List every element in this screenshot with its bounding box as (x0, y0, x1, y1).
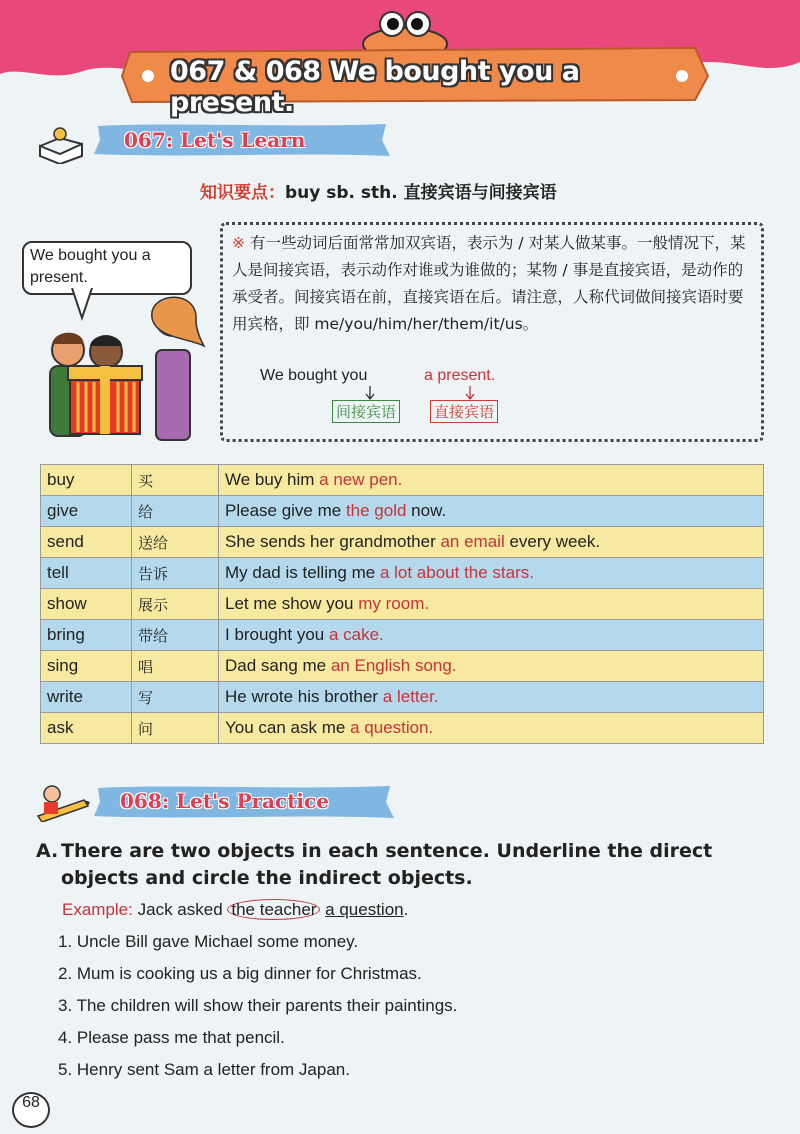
vocab-translation: 告诉 (132, 558, 219, 589)
indirect-object-tag: 间接宾语 (332, 400, 400, 423)
example-text: I brought you (225, 625, 329, 644)
vocab-word: tell (41, 558, 132, 589)
vocab-row (41, 713, 764, 744)
vocab-row (41, 682, 764, 713)
vocab-table (40, 464, 764, 744)
example-indirect-object: the teacher (227, 899, 320, 920)
pencil-kid-icon (34, 782, 90, 822)
note-mark-icon: ※ (232, 234, 245, 252)
vocab-example (219, 620, 764, 651)
example-text: Please give me (225, 501, 346, 520)
vocab-example (219, 589, 764, 620)
exercise-instruction-text: There are two objects in each sentence. Underline the direct objects and circle the indirect objects. (61, 840, 713, 889)
vocab-row (41, 465, 764, 496)
vocab-word: buy (41, 465, 132, 496)
page-number: 68 (12, 1092, 50, 1128)
vocab-example (219, 682, 764, 713)
page-title: 067 & 068 We bought you a present. (170, 56, 580, 118)
direct-object-text: the gold (345, 501, 407, 520)
vocab-example (219, 465, 764, 496)
direct-object-tag: 直接宾语 (430, 400, 498, 423)
vocab-word: sing (41, 651, 132, 682)
vocab-row (41, 527, 764, 558)
vocab-row (41, 589, 764, 620)
example-text: Let me show you (225, 594, 359, 613)
vocab-translation: 写 (132, 682, 219, 713)
vocab-example (219, 527, 764, 558)
vocab-translation: 唱 (132, 651, 219, 682)
direct-object-text: a lot about the stars. (379, 563, 534, 582)
vocab-example (219, 713, 764, 744)
vocab-row (41, 558, 764, 589)
exercise-items (58, 928, 457, 1088)
exercise-item[interactable]: 4. Please pass me that pencil. (58, 1028, 285, 1047)
vocab-example (219, 496, 764, 527)
example-text: Dad sang me (225, 656, 331, 675)
vocab-translation: 送给 (132, 527, 219, 558)
key-points-label: 知识要点： (200, 183, 285, 203)
direct-object-text: a letter. (382, 687, 439, 706)
vocab-word: give (41, 496, 132, 527)
example-text: My dad is telling me (225, 563, 380, 582)
direct-object-text: an English song. (330, 656, 457, 675)
vocab-translation: 给 (132, 496, 219, 527)
vocab-word: ask (41, 713, 132, 744)
exercise-item[interactable]: 1. Uncle Bill gave Michael some money. (58, 932, 359, 951)
example-text-end: every week. (504, 532, 601, 551)
vocab-row (41, 496, 764, 527)
vocab-translation: 展示 (132, 589, 219, 620)
key-points (200, 178, 557, 203)
exercise-item[interactable]: 3. The children will show their parents their paintings. (58, 996, 458, 1015)
example-direct-object: a question (325, 900, 404, 919)
direct-object-text: my room. (358, 594, 430, 613)
grammar-note-text: 有一些动词后面常常加双宾语，表示为 / 对某人做某事。一般情况下，某人是间接宾语，表示动作对谁或为谁做的；某物 / 事是直接宾语，是动作的承受者。间接宾语在前，直接宾语在后。请注意，人称代词做间接宾语时要用宾格，即 me/you/him/her/them/it/us。 (232, 234, 746, 333)
example-text-end: now. (406, 501, 447, 520)
example-label: Example: (62, 900, 133, 919)
exercise-item[interactable]: 5. Henry sent Sam a letter from Japan. (58, 1060, 350, 1079)
grammar-note (232, 230, 752, 338)
exercise-label: A. (36, 840, 59, 862)
vocab-example (219, 558, 764, 589)
practice-section-title: 068: Let's Practice (120, 789, 329, 813)
learn-section-title: 067: Let's Learn (124, 128, 306, 152)
note-example-indirect: We bought you (260, 367, 368, 384)
exercise-example (62, 900, 408, 920)
example-text: We buy him (225, 470, 320, 489)
vocab-word: bring (41, 620, 132, 651)
direct-object-text: a new pen. (319, 470, 403, 489)
key-points-text: buy sb. sth. 直接宾语与间接宾语 (285, 183, 557, 203)
vocab-translation: 买 (132, 465, 219, 496)
direct-object-text: an email (440, 532, 505, 551)
vocab-word: show (41, 589, 132, 620)
vocab-word: write (41, 682, 132, 713)
vocab-row (41, 651, 764, 682)
speech-bubble-text: We bought you a present. (30, 247, 151, 286)
vocab-word: send (41, 527, 132, 558)
example-text: She sends her grandmother (225, 532, 441, 551)
direct-object-text: a question. (350, 718, 434, 737)
note-example-direct: a present. (424, 367, 496, 384)
book-icon (36, 124, 86, 164)
illustration-image (28, 292, 213, 442)
vocab-translation: 带给 (132, 620, 219, 651)
example-sentence-start: Jack asked (137, 900, 228, 919)
example-text: You can ask me (225, 718, 351, 737)
vocab-example (219, 651, 764, 682)
example-sentence-end: . (403, 900, 409, 919)
vocab-translation: 问 (132, 713, 219, 744)
exercise-item[interactable]: 2. Mum is cooking us a big dinner for Christmas. (58, 964, 422, 983)
vocab-row (41, 620, 764, 651)
direct-object-text: a cake. (328, 625, 384, 644)
example-text: He wrote his brother (225, 687, 383, 706)
